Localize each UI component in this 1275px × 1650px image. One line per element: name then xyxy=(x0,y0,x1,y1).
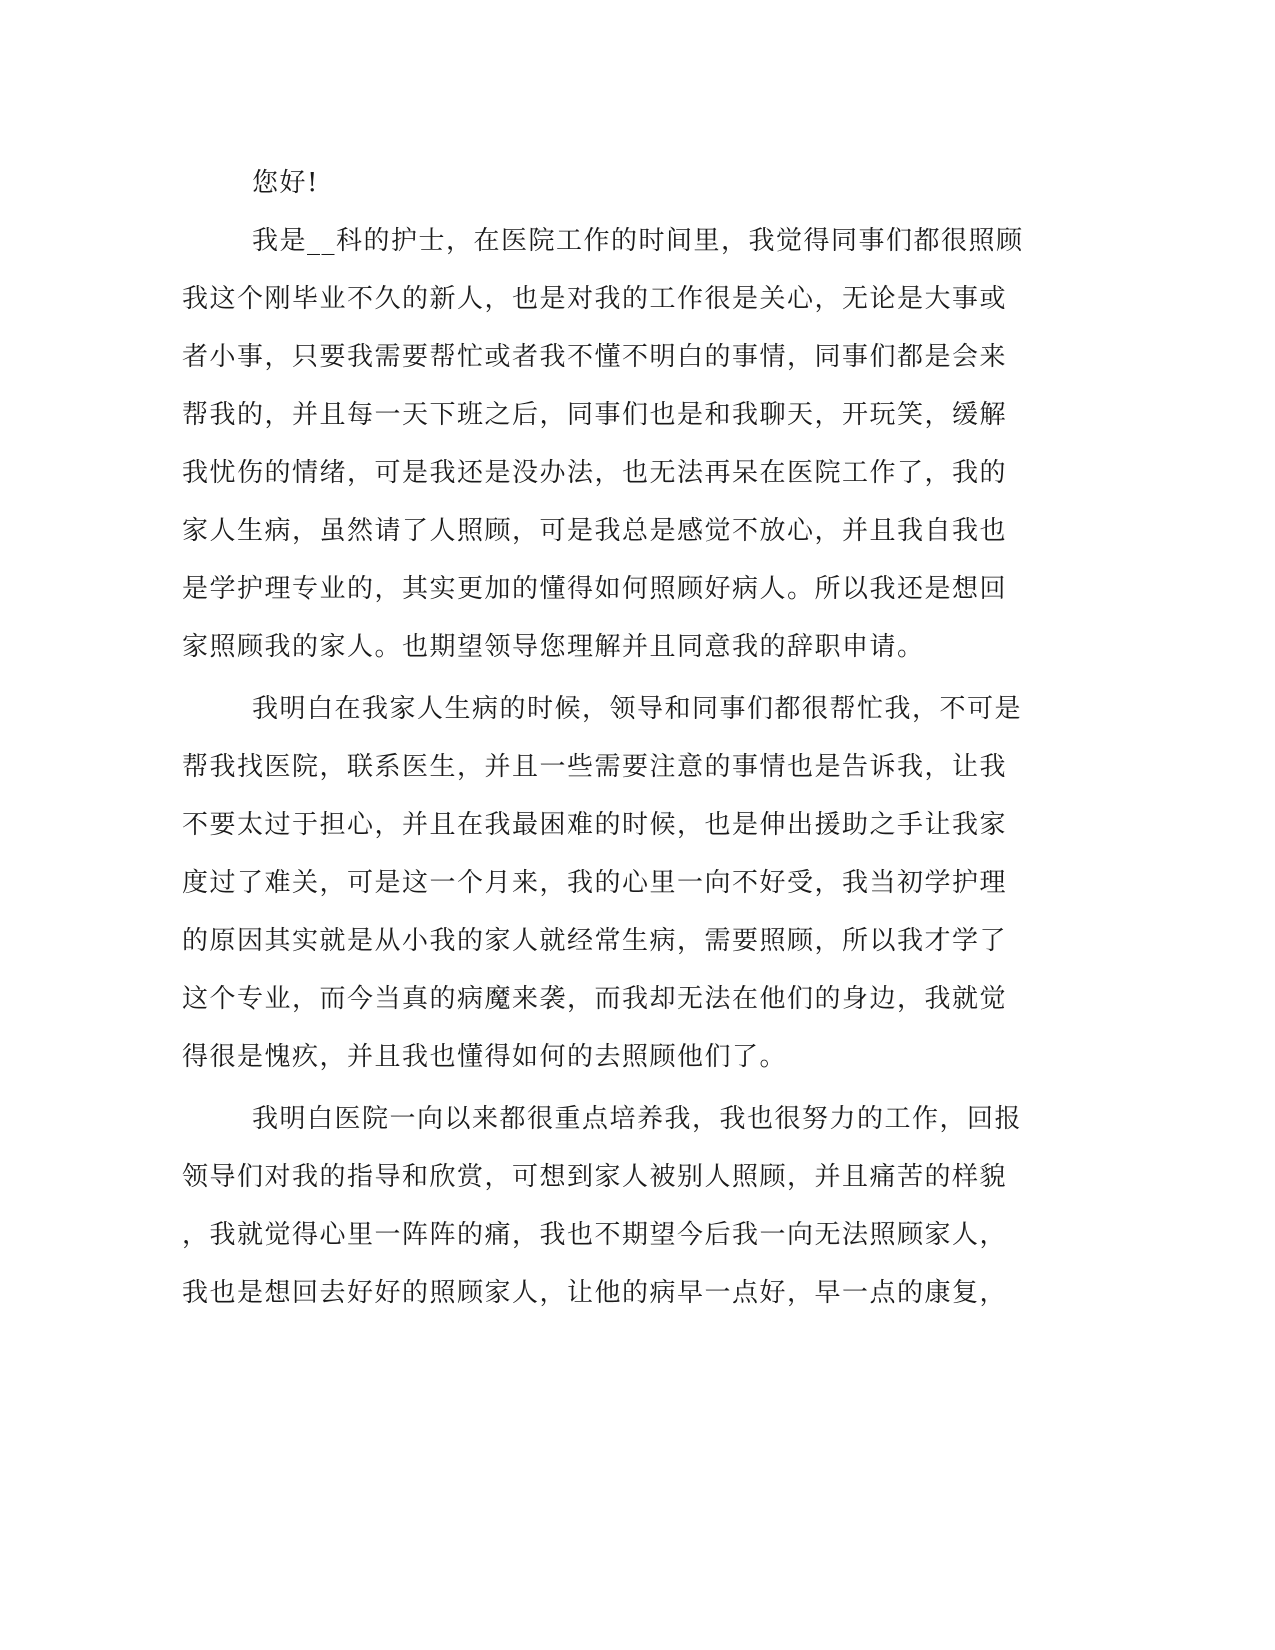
paragraph-line: ，我就觉得心里一阵阵的痛，我也不期望今后我一向无法照顾家人， xyxy=(182,1220,1008,1250)
paragraph-line: 家人生病，虽然请了人照顾，可是我总是感觉不放心，并且我自我也 xyxy=(182,516,1008,546)
paragraph-line: 的原因其实就是从小我的家人就经常生病，需要照顾，所以我才学了 xyxy=(182,926,1008,956)
paragraph-line: 我是__科的护士，在医院工作的时间里，我觉得同事们都很照顾 xyxy=(252,226,1024,256)
paragraph-line: 帮我的，并且每一天下班之后，同事们也是和我聊天，开玩笑，缓解 xyxy=(182,400,1008,430)
paragraph-line: 领导们对我的指导和欣赏，可想到家人被别人照顾，并且痛苦的样貌 xyxy=(182,1162,1008,1192)
paragraph-line: 度过了难关，可是这一个月来，我的心里一向不好受，我当初学护理 xyxy=(182,868,1008,898)
paragraph-line: 我这个刚毕业不久的新人，也是对我的工作很是关心，无论是大事或 xyxy=(182,284,1008,314)
paragraph-line: 家照顾我的家人。也期望领导您理解并且同意我的辞职申请。 xyxy=(182,632,925,662)
paragraph-line: 我明白医院一向以来都很重点培养我，我也很努力的工作，回报 xyxy=(252,1104,1023,1134)
paragraph-line: 我忧伤的情绪，可是我还是没办法，也无法再呆在医院工作了，我的 xyxy=(182,458,1008,488)
paragraph-line: 不要太过于担心，并且在我最困难的时候，也是伸出援助之手让我家 xyxy=(182,810,1008,840)
paragraph-line: 我也是想回去好好的照顾家人，让他的病早一点好，早一点的康复， xyxy=(182,1278,1008,1308)
paragraph-line: 者小事，只要我需要帮忙或者我不懂不明白的事情，同事们都是会来 xyxy=(182,342,1008,372)
paragraph-line: 帮我找医院，联系医生，并且一些需要注意的事情也是告诉我，让我 xyxy=(182,752,1008,782)
paragraph-line: 得很是愧疚，并且我也懂得如何的去照顾他们了。 xyxy=(182,1042,788,1072)
paragraph-line: 这个专业，而今当真的病魔来袭，而我却无法在他们的身边，我就觉 xyxy=(182,984,1008,1014)
greeting-line: 您好! xyxy=(252,168,319,198)
paragraph-line: 是学护理专业的，其实更加的懂得如何照顾好病人。所以我还是想回 xyxy=(182,574,1008,604)
paragraph-line: 我明白在我家人生病的时候，领导和同事们都很帮忙我，不可是 xyxy=(252,694,1023,724)
